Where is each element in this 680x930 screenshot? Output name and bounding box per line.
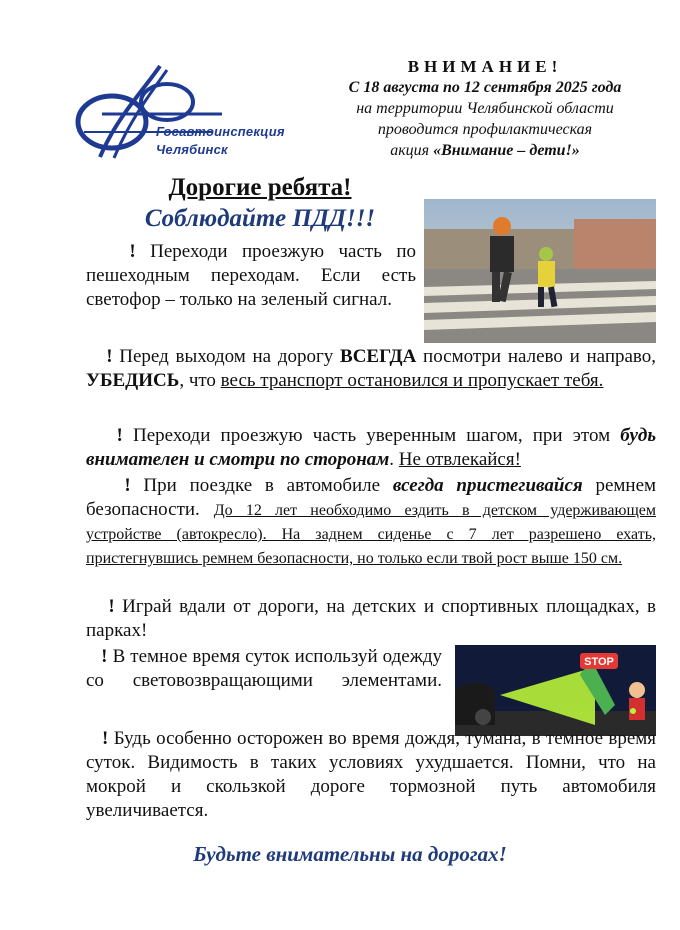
exclamation-mark: ! [116,425,123,446]
exclamation-mark: ! [102,728,109,749]
exclamation-mark: ! [106,346,113,367]
exclamation-mark: ! [108,596,115,617]
rule-5: ! Играй вдали от дороги, на детских и спортивных площадках, в парках! [86,596,657,641]
exclamation-mark: ! [101,646,108,667]
logo-line2: Челябинск [156,142,228,157]
campaign-name: «Внимание – дети!» [433,142,580,159]
page-title: Дорогие ребята! [168,174,352,201]
announcement-header [300,56,670,161]
rule-4: ! При поездке в автомобиле всегда пристегивайся ремнем безопасности. До 12 лет необходимо ездить в детском удерживающем устройстве (автокресло). На заднем сиденье с 7 лет разрешено ехать, пристегнувшись ремнем безопасности, но только если твой рост выше 150 см. [86,475,657,567]
rule-1: ! Переходи проезжую часть по пешеходным переходам. Если есть светофор – только на зеленый сигнал. [86,241,417,310]
page-subtitle: Соблюдайте ПДД!!! [144,205,376,232]
reflective-clothing-illustration [455,645,656,736]
header-line3: на территории Челябинской области [356,100,614,117]
rule-2: ! Перед выходом на дорогу ВСЕГДА посмотри налево и направо, УБЕДИСЬ, что весь транспорт остановился и пропускает тебя. [86,346,657,391]
gai-logo [72,62,312,162]
crosswalk-photo [424,199,656,343]
rule-7: ! Будь особенно осторожен во время дождя, тумана, в темное время суток. Видимость в таких условиях ухудшается. Помни, что на мокрой и скользкой дороге тормозной путь автомобиля увеличивается. [86,728,657,821]
header-line5: акция «Внимание – дети!» [390,142,580,159]
header-line4: проводится профилактическая [377,121,593,138]
exclamation-mark: ! [124,475,131,496]
logo-line1: Госавтоинспекция [156,124,285,139]
rule-6: ! В темное время суток используй одежду со световозвращающими элементами. [86,646,443,691]
rule-3: ! Переходи проезжую часть уверенным шагом, при этом будь внимателен и смотри по сторонам. Не отвлекайся! [86,425,657,470]
exclamation-mark: ! [129,241,136,262]
campaign-dates: С 18 августа по 12 сентября 2025 года [348,79,622,96]
stop-sign-label: STOP [584,656,614,668]
attention-heading: ВНИМАНИЕ! [407,57,563,76]
footer-slogan: Будьте внимательны на дорогах! [193,842,507,866]
